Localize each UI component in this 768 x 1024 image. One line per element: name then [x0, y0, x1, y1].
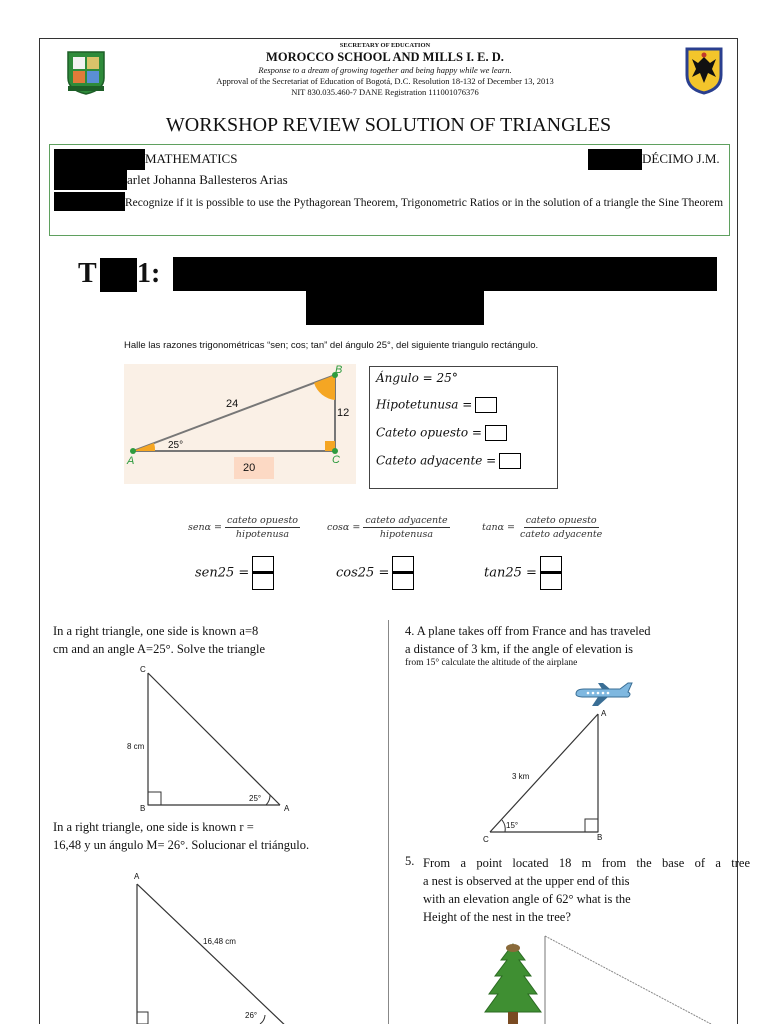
exercise5-number: 5. [405, 854, 415, 868]
workshop-title: WORKSHOP REVIEW SOLUTION OF TRIANGLES [165, 114, 612, 136]
ex2-vertex-c: C [140, 665, 146, 674]
fill-tan-row [484, 556, 562, 590]
exercise2-figure [130, 663, 300, 818]
exercise5-line1: From a point located 18 m from the base of a tree [423, 856, 750, 870]
ex4-side-label: 3 km [512, 772, 530, 781]
ex2-angle-label: 25° [249, 794, 262, 803]
ex2-side-label: 8 cm [127, 742, 145, 751]
ex1-angle-label: 25° [168, 440, 184, 451]
exercise2-line1: In a right triangle, one side is known a=8 [53, 624, 259, 638]
bogota-coat-of-arms [684, 45, 724, 95]
exercise4-line2: a distance of 3 km, if the angle of elevation is [405, 642, 634, 656]
ex1-vertex-a: A [127, 455, 135, 467]
formula-tan [482, 515, 604, 540]
ex1-vertex-c: C [332, 454, 340, 466]
ex2-vertex-a: A [284, 804, 290, 813]
fill-tan-input[interactable] [540, 556, 562, 590]
column-divider [388, 620, 389, 1024]
ex4-vertex-c: C [483, 835, 489, 844]
ex3-vertex-a: A [134, 872, 140, 881]
answer-opposite-row [376, 425, 507, 441]
formula-tan-den: cateto adyacente [520, 529, 603, 540]
formula-tan-label: tanα = [482, 522, 515, 533]
answer-hypotenuse-row [376, 397, 497, 413]
exercise4-text [405, 622, 651, 658]
ex3-side-label: 16,48 cm [203, 937, 236, 946]
school-motto: Response to a dream of growing together and being happy while we learn. [258, 65, 512, 75]
formula-cos-den: hipotenusa [379, 529, 434, 540]
exercise4-figure [485, 712, 605, 836]
ex1-opposite-label: 12 [337, 407, 350, 419]
exercise4-line1: 4. A plane takes off from France and has traveled [405, 624, 651, 638]
ex4-angle-label: 15° [506, 821, 519, 830]
answer-hypotenuse-input[interactable] [475, 397, 497, 413]
objective [54, 195, 726, 211]
formula-cos-label: cosα = [327, 522, 361, 533]
ex1-vertex-b: B [335, 364, 343, 376]
grade: DÉCIMO J.M. [642, 151, 720, 166]
fill-tan-label: tan25 = [484, 565, 537, 581]
airplane-icon [572, 680, 634, 708]
exercise3-line2: 16,48 y un ángulo M= 26°. Solucionar el triángulo. [53, 838, 310, 852]
exercise5-text [423, 854, 750, 926]
answer-angle: Ángulo = 25° [376, 371, 458, 385]
formula-cos-num: cateto adyacente [365, 515, 448, 526]
answer-hypotenuse-label: Hipotetunusa = [376, 397, 473, 412]
exercise5-line4: Height of the nest in the tree? [423, 910, 571, 924]
fill-sin-label: sen25 = [195, 565, 250, 581]
secretary-line: SECRETARY OF EDUCATION [339, 42, 431, 49]
exercise3-text [53, 818, 309, 854]
formula-sin-num: cateto opuesto [227, 515, 298, 526]
teacher: arlet Johanna Ballesteros Arias [127, 172, 288, 187]
section-heading-number: 1: [137, 258, 161, 289]
ex1-adjacent-label: 20 [243, 462, 256, 474]
fill-cos-label: cos25 = [336, 565, 390, 581]
school-logo [64, 48, 108, 96]
formula-tan-num: cateto opuesto [525, 515, 597, 526]
redaction-teacher-label [54, 170, 127, 190]
formula-sin-den: hipotenusa [235, 529, 290, 540]
nit-line: NIT 830.035.460-7 DANE Registration 111001076376 [291, 87, 479, 97]
fill-sin-row [195, 556, 274, 590]
ex2-vertex-b: B [140, 804, 146, 813]
exercise2-text [53, 622, 265, 658]
exercise5-line3: with an elevation angle of 62° what is the [423, 892, 631, 906]
section-heading-left: T [78, 258, 97, 289]
redaction-heading-line1 [173, 257, 717, 291]
ex4-vertex-a: A [601, 709, 607, 718]
formula-cos [327, 515, 450, 540]
answer-opposite-input[interactable] [485, 425, 507, 441]
answer-adjacent-input[interactable] [499, 453, 521, 469]
objective-text: Recognize if it is possible to use the Pythagorean Theorem, Trigonometric Ratios or in the solution of a triangle the Sine Theorem [125, 197, 724, 209]
subject: MATHEMATICS [145, 151, 238, 166]
school-name: MOROCCO SCHOOL AND MILLS I. E. D. [266, 50, 504, 64]
exercise1-prompt: Halle las razones trigonométricas “sen; cos; tan” del ángulo 25°, del siguiente triangulo rectángulo. [124, 340, 539, 351]
ex1-hypotenuse-label: 24 [226, 398, 239, 410]
redaction-heading-line2 [306, 291, 484, 325]
exercise2-line2: cm and an angle A=25°. Solve the triangle [53, 642, 265, 656]
redaction-subject-label [54, 149, 145, 170]
fill-cos-row [336, 556, 414, 590]
exercise3-line1: In a right triangle, one side is known r = [53, 820, 254, 834]
redaction-grade-label [588, 149, 642, 170]
exercise5-line2: a nest is observed at the upper end of this [423, 874, 630, 888]
formula-sin [188, 515, 300, 540]
answer-opposite-label: Cateto opuesto = [376, 425, 482, 440]
formula-sin-label: senα = [188, 522, 223, 533]
fill-sin-input[interactable] [252, 556, 274, 590]
fill-cos-input[interactable] [392, 556, 414, 590]
redaction-heading-word [100, 258, 137, 292]
ex4-vertex-b: B [597, 833, 603, 842]
exercise4-line3: from 15° calculate the altitude of the airplane [405, 658, 578, 668]
exercise5-figure [536, 930, 716, 1024]
exercise1-figure [124, 364, 356, 484]
answer-adjacent-label: Cateto adyacente = [376, 453, 497, 468]
answer-adjacent-row [376, 453, 521, 469]
ex3-angle-label: 26° [245, 1011, 258, 1020]
approval-line: Approval of the Secretariat of Education of Bogotá, D.C. Resolution 18-132 of December 13, 2013 [216, 76, 554, 86]
exercise3-figure [125, 870, 295, 1024]
